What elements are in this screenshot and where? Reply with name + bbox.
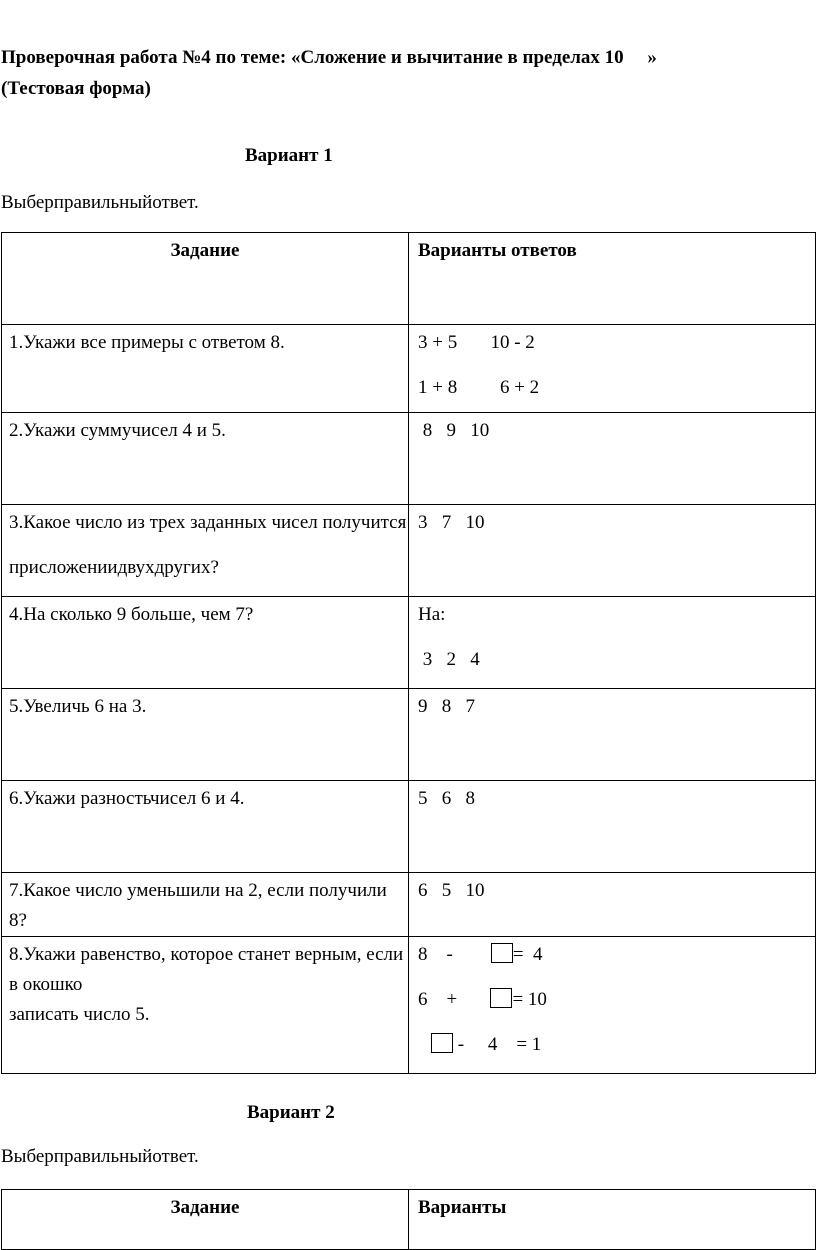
task-line: записать число 5. <box>9 1004 150 1025</box>
answers-cell <box>409 937 816 1074</box>
task-cell: 2.Укажи суммучисел 4 и 5. <box>2 413 409 505</box>
equation-left: 8 - <box>418 944 453 965</box>
table-row <box>2 505 816 597</box>
task-line: 8.Укажи равенство, которое станет верным, если в окошко <box>9 944 404 995</box>
answer-line: 3 + 5 10 - 2 <box>418 332 535 353</box>
equation-1 <box>418 940 815 970</box>
answers-cell <box>409 325 816 413</box>
title-line-2: (Тестовая форма) <box>1 78 151 99</box>
answer-line: 9 8 7 <box>418 696 475 717</box>
table-row <box>2 781 816 873</box>
task-line: присложениидвухдругих? <box>9 557 219 578</box>
answers-cell <box>409 597 816 689</box>
equation-left: 6 + <box>418 989 458 1010</box>
task-cell <box>2 937 409 1074</box>
table-row <box>2 689 816 781</box>
header-answers: Варианты <box>409 1190 816 1250</box>
table-row <box>2 873 816 937</box>
table-header-row <box>2 233 816 325</box>
variant-2-heading: Вариант 2 <box>247 1102 335 1123</box>
variant-1-instruction: Выберправильныйответ. <box>1 192 199 213</box>
table-row <box>2 597 816 689</box>
document-title <box>1 42 657 104</box>
table-header-row <box>2 1190 816 1250</box>
task-cell: 4.На сколько 9 больше, чем 7? <box>2 597 409 689</box>
variant-1-heading: Вариант 1 <box>245 145 333 166</box>
equation-right: = 4 <box>512 944 543 965</box>
header-task: Задание <box>2 233 409 325</box>
variant-2-table <box>1 1189 816 1250</box>
task-cell: 1.Укажи все примеры с ответом 8. <box>2 325 409 413</box>
table-row <box>2 325 816 413</box>
task-cell: 6.Укажи разностьчисел 6 и 4. <box>2 781 409 873</box>
answer-line: 3 2 4 <box>418 649 480 670</box>
empty-box <box>491 943 513 963</box>
equation-right: = 10 <box>512 989 547 1010</box>
header-answers: Варианты ответов <box>409 233 816 325</box>
equation-right: - 4 = 1 <box>453 1034 542 1055</box>
answer-line: 6 5 10 <box>418 880 485 901</box>
answer-line: 5 6 8 <box>418 788 475 809</box>
header-task: Задание <box>2 1190 409 1250</box>
equation-2 <box>418 985 815 1015</box>
answers-cell <box>409 689 816 781</box>
answers-cell <box>409 781 816 873</box>
answers-cell <box>409 873 816 937</box>
task-cell <box>2 505 409 597</box>
title-line-1: Проверочная работа №4 по теме: «Сложение и вычитание в пределах 10 » <box>1 47 657 68</box>
task-cell: 5.Увеличь 6 на 3. <box>2 689 409 781</box>
equation-3 <box>418 1030 815 1060</box>
answer-line: 1 + 8 6 + 2 <box>418 377 540 398</box>
variant-1-table <box>1 232 816 1074</box>
task-line: 3.Какое число из трех заданных чисел получится <box>9 512 407 533</box>
task-cell: 7.Какое число уменьшили на 2, если получили 8? <box>2 873 409 937</box>
answer-line: 3 7 10 <box>418 512 485 533</box>
table-row <box>2 413 816 505</box>
answer-line: На: <box>418 604 446 625</box>
answer-line: 8 9 10 <box>418 420 490 441</box>
empty-box <box>431 1033 453 1053</box>
table-row <box>2 937 816 1074</box>
variant-2-instruction: Выберправильныйответ. <box>1 1146 199 1167</box>
answers-cell <box>409 505 816 597</box>
empty-box <box>490 988 512 1008</box>
answers-cell <box>409 413 816 505</box>
